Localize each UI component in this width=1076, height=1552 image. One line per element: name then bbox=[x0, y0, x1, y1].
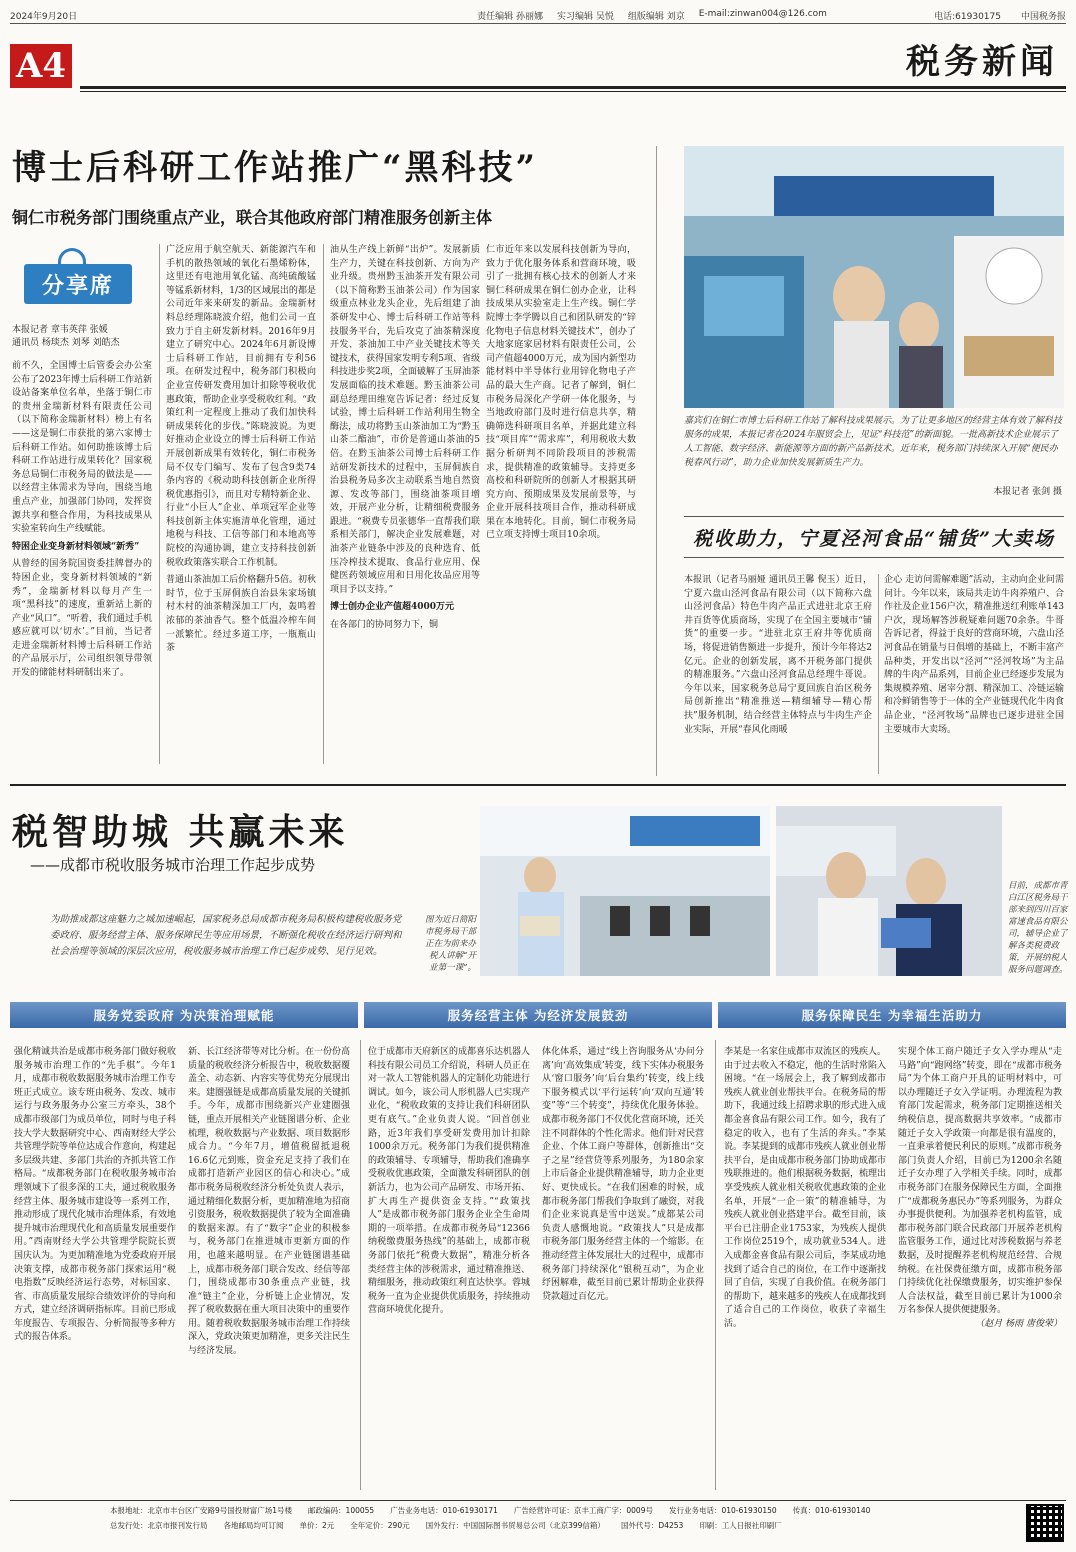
column-rule bbox=[878, 574, 879, 774]
band-heading-2: 服务经营主体 为经济发展鼓劲 bbox=[364, 1002, 712, 1028]
headline-2-box bbox=[684, 516, 1064, 558]
story1-column-4 bbox=[486, 244, 636, 764]
officer-photo bbox=[776, 806, 1002, 976]
section-divider bbox=[10, 784, 1066, 786]
byline: 本报记者 章韦英萍 张媛 通讯员 杨琰杰 刘琴 刘皓杰 bbox=[12, 325, 120, 348]
section-title: 税务新闻 bbox=[906, 42, 1058, 82]
story2-column-5 bbox=[724, 1046, 886, 1486]
section-heading: 特困企业变身新材料领域“新秀” bbox=[12, 541, 140, 552]
divider bbox=[80, 91, 1066, 92]
story2-column-2 bbox=[188, 1046, 350, 1486]
paragraph: 从曾经的国务院国资委挂牌督办的特困企业，变身新材料领域的“新秀”，金瑞新材料以每月产生一项“黑科技”的速度，重新站上新的产业“风口”。“听着，我们通过手机感应就可以‘切水’。”目前，当记者走进金瑞新材料博士后科研工作站的产品展示厅，公司组织领导带领开发的储能材料研制出来了。 bbox=[12, 559, 152, 679]
paragraph: 仁市近年来以发展科技创新为导向，致力于优化服务体系和营商环境，吸引了一批拥有核心技术的创新人才来铜仁科研成果在铜仁创办企业，让科技成果从实验室走上生产线。铜仁学院博士李学腾以自己和团队研发的“锌化物电子信息材料关键技术”，创办了大地家庭家居材料有限责任公司，公司产值超4000万元，成为国内新型功能材料中半导体行业用锌化物电子产品的最大生产商。记者了解到，铜仁市税务局深化产学研一体化服务，与当地政府部门及时进行信息共享，精确筛选科研项目名单，并据此建立科技“项目库”“需求库”，利用税收大数据分析研判不同阶段项目的涉税需求，提供精准的政策辅导。支持更多高校和科研院所的创新人才根据其研究方向、预期成果及发展前景等，与企业开展科技项目合作，推动科研成果在本地转化。目前，铜仁市税务局已立项支持博士项目10余项。 bbox=[486, 245, 636, 541]
officer-illustration bbox=[776, 806, 1002, 976]
headline-3: 税智助城 共赢未来 bbox=[12, 812, 349, 853]
section-heading: 博士创办企业产值超4000万元 bbox=[330, 602, 455, 613]
column-rule bbox=[323, 244, 324, 764]
footer-item: 单价：2元 bbox=[299, 1521, 335, 1530]
story1-column-2 bbox=[166, 244, 316, 764]
issue-date: 2024年9月20日 bbox=[10, 12, 78, 22]
paragraph: 体化体系，通过“线上咨询服务从‘办问分离’向‘高效集成’转变，线下实体办税服务从‘窗口服务’向‘后台集约’转变，线上线下服务模式以‘平行运转’向‘双向互通’转变”等“三个转变”，持续优化服务体验。成都市税务部门不仅优化营商环境，还关注不同群体的个性化需求。他们针对民营企业、个体工商户等群体，创新推出“交子之星”经营贷等系列服务，为180余家上市后备企业提供精准辅导，助力企业更好、更快成长。“在我们困难的时候，成都市税务部门帮我们争取到了融资，对我们企业来说真是雪中送炭。”成都某公司负责人感慨地说。“政策找人”只是成都市税务部门服务经营主体的一个缩影。在推动经营主体发展壮大的过程中，成都市税务部门持续深化“银税互动”，为企业纾困解难，截至目前已累计帮助企业获得贷款超过百亿元。 bbox=[542, 1047, 704, 1302]
column-rule bbox=[360, 1040, 361, 1490]
paragraph: 李某是一名家住成都市双流区的残疾人。由于过去收入不稳定，他的生活时常陷入困境。“在一场展会上，我了解到成都市残疾人就业创业帮扶平台。在税务局的帮助下，我通过线上招聘求职的形式进入成都金喜食品有限公司工作。如今，我有了稳定的收入，也有了生活的奔头。”李某说。李某提到的成都市残疾人就业创业帮扶平台，是由成都市税务部门协助成都市残联推进的。他们根据税务数据，梳理出享受残疾人就业相关税收优惠政策的企业名单，开展“一企一策”的精准辅导，为残疾人就业创业搭建平台。截至目前，该平台已注册企业1753家，为残疾人提供工作岗位2519个，成功就业534人。进入成都金喜食品有限公司后，李某成功地找到了适合自己的岗位，在工作中逐渐找回了自信，实现了自我价值。在税务部门的帮助下，越来越多的残疾人在成都找到了适合自己的工作岗位，收获了幸福生活。 bbox=[724, 1047, 886, 1329]
paragraph: 油从生产线上新鲜“出炉”。发展新质生产力，关键在科技创新、方向为产业升级。贵州黔玉油茶开发有限公司（以下简称黔玉油茶公司）作为国家级重点林业龙头企业，先后组建了油茶研发中心、博士后科研工作站等科技服务平台，先后攻克了油茶精深度开发、茶油加工中产业关键技术等关键技术，获得国家发明专利5项、省级科技进步奖2项，全面破解了玉屏油茶发展面临的技术难题。黔玉油茶公司副总经理田维宽告诉记者：经过反复试验，博士后科研工作站利用生物全酶法，成功将黔玉山茶油加工为“黔玉山茶二酯油”，市价是普通山茶油的5倍。在黔玉油茶公司博士后科研工作站研发新技术的过程中，玉屏侗族自治县税务局多次主动联系当地自然资源、发改等部门，围绕油茶项目增效，开展产业分析，让精细税费服务跟进。“税费专员张德华一直帮我们联系相关部门，解决企业发展难题，对油茶产业链条中涉及的良种选育、低压冷榨技术提取、食品行业应用、保健医药领域应用和日用化妆品应用等项目予以支持。” bbox=[330, 245, 480, 595]
divider bbox=[80, 86, 1066, 89]
footer bbox=[10, 1500, 1066, 1544]
headline-1: 博士后科研工作站推广“黑科技” bbox=[12, 148, 539, 188]
photo-credit: 本报记者 张剑 摄 bbox=[993, 487, 1062, 497]
footer-item: 本报地址：北京市丰台区广安路9号国投财富广场1号楼 bbox=[110, 1506, 293, 1515]
paragraph: 实现个体工商户随迁子女入学办理从“走马路”向“跑网络”转变，即在“成都市税务局”为个体工商户开具的证明材料中，可以办理随迁子女入学证明。办理流程为教育部门发起需求，税务部门定期推送相关纳税信息，提高数据共享效率。“成都市随迁子女入学政策一向都是很有温度的，一直秉承着便民利民的原则。”成都市税务部门负责人介绍，目前已为1200余名随迁子女办理了入学相关手续。同时，成都市税务部门在服务保障民生方面，全面推广“成都税务惠民办”等系列服务，为群众办事提供便利。为加强养老机构监管，成都市税务部门联合民政部门开展养老机构监管服务工作，通过比对涉税数据与养老数据，及时提醒养老机构规范经营、合规纳税。在社保费征缴方面，成都市税务部门持续优化社保缴费服务，切实维护参保人合法权益，截至目前已累计为1000余万名参保人提供便捷服务。 bbox=[898, 1047, 1062, 1316]
column-rule bbox=[715, 1040, 716, 1490]
footer-item: 发行业务电话：010-61930150 bbox=[668, 1506, 777, 1515]
expo-photo bbox=[684, 146, 1064, 408]
footer-item: 广告经营许可证：京丰工商广字：0009号 bbox=[513, 1506, 653, 1515]
phone: 电话:61930175 bbox=[934, 12, 1001, 22]
band-heading-1: 服务党委政府 为决策治理赋能 bbox=[10, 1002, 358, 1028]
page-number: A4 bbox=[10, 44, 72, 88]
column-rule bbox=[159, 244, 160, 764]
expo-photo-illustration bbox=[684, 146, 1064, 408]
qr-code-icon bbox=[1026, 1504, 1064, 1542]
tax-hall-illustration bbox=[480, 806, 770, 976]
footer-item: 广告业务电话：010-61930171 bbox=[390, 1506, 498, 1515]
column-tag-label: 分享席 bbox=[24, 264, 132, 304]
footer-item: 邮政编码：100055 bbox=[308, 1506, 375, 1515]
ningxia-column-2 bbox=[884, 574, 1064, 774]
footer-item: 总发行处：北京市报刊发行局 bbox=[110, 1521, 208, 1530]
subheadline-1: 铜仁市税务部门围绕重点产业，联合其他政府部门精准服务创新主体 bbox=[12, 208, 493, 227]
footer-item: 国外代号：D4253 bbox=[620, 1521, 684, 1530]
footer-row-2 bbox=[10, 1520, 1066, 1531]
footer-item: 全年定价：290元 bbox=[350, 1521, 410, 1530]
footer-item: 印刷：工人日报社印刷厂 bbox=[699, 1521, 782, 1530]
editor-2: 实习编辑 吴悦 bbox=[556, 12, 614, 22]
story1-column-3 bbox=[330, 244, 480, 764]
footer-row-1 bbox=[10, 1505, 1066, 1516]
story1-column-1 bbox=[12, 360, 152, 760]
subheadline-3: ——成都市税收服务城市治理工作起步成势 bbox=[30, 856, 316, 874]
band-heading-3: 服务保障民生 为幸福生活助力 bbox=[718, 1002, 1066, 1028]
editor-1: 责任编辑 孙丽娜 bbox=[477, 12, 543, 22]
story2-column-1 bbox=[14, 1046, 176, 1486]
paragraph: 强化精诚共治是成都市税务部门做好税收服务城市治理工作的“先手棋”。今年1月，成都市税收数据服务城市治理工作专班正式成立。该专班由税务、发改、城市运行与政务服务办公室三方牵头，38个成都市级部门为成员单位，同时与电子科技大学大数据研究中心、西南财经大学公共管理学院等单位达成合作意向，构建起多层级共建、多部门共治的齐抓共管工作格局。“成都税务部门在税收服务城市治理领域下了很多深的工夫，通过税收服务经营主体、服务城市建设等一系列工作，推动形成了现代化城市治理体系，有效地提升城市治理现代化和高质量发展重要作用。”西南财经大学公共管理学院院长贾国庆认为。为更加精准地为党委政府开展决策支撑，成都市税务部门探索运用“税电指数”反映经济运行态势，对标国家、省、市高质量发展综合绩效评价的导向和方式，建立经济调研指标库。目前已形成年度报告、专项报告、分析简报等多种方式的报告体系。 bbox=[14, 1047, 176, 1343]
paragraph: 位于成都市天府新区的成都喜乐达机器人科技有限公司员工介绍说，科研人员正在对一款人工智能机器人的定制化功能进行调试。如今，该公司人形机器人已实现产业化，“税收政策的支持让我们科研团队更有底气。”企业负责人说。“回首创业路，近3年我们享受研发费用加计扣除1000余万元。税务部门为我们提供精准的政策辅导、专项辅导，帮助我们准确享受税收优惠政策，全面激发科研团队的创新活力，也为公司产品研发、市场开拓、扩大再生产提供资金支持。”“政策找人”是成都市税务部门服务企业全生命周期的一项举措。在成都市税务局“12366纳税缴费服务热线”的基础上，成都市税务部门依托“税费大数据”，精准分析各类经营主体的涉税需求，通过精准推送、精细服务，推动政策红利直达快享。蓉城税务一直为企业提供优质服务，持续推动营商环境优化提升。 bbox=[368, 1047, 530, 1316]
paragraph: 广泛应用于航空航天、新能源汽车和手机的散热领域的氧化石墨烯粉体，这里还有电池用氧化锰、高纯硫酸锰等锰系新材料，1/3的区域展出的都是公司近年来来研发的新品。金瑞新材料总经理陈晓波介绍，他们公司一直致力于自主研发新材料。2016年9月建立了研究中心。2024年6月新设博士后科研工作站，目前拥有专利56项。在研发过程中，税务部门积极向企业宣传研发费用加计扣除等税收优惠政策，帮助企业享受税收红利。“政策红利一定程度上推动了我们加快科研成果转化的步伐。”陈晓波说。为更好推动企业设立的博士后科研工作站开展创新成果有效转化，铜仁市税务局不仅专门编写、发布了包含9类74条内容的《税动助科技创新企业所得税优惠指引》，而且对专精特新企业、行业“小巨人”企业、单项冠军企业等科技创新主体实施清单化管理，通过地税与科技、工信等部门和本地高等院校的沟通协调，建立支持科技创新税收政策落实联合工作机制。 bbox=[166, 245, 316, 568]
masthead-right bbox=[934, 9, 1066, 22]
paragraph: 普通山茶油加工后价格翻升5倍。初秋时节，位于玉屏侗族自治县朱家场镇村木村的油茶精深加工厂内，轰鸣着浓郁的茶油香气。整个低温冷榨车间一派繁忙。经过多道工序，一瓶瓶山茶 bbox=[166, 575, 316, 654]
paragraph: 新、长江经济带等对比分析。在一份份高质量的税收经济分析报告中，税收数据覆盖全、动态新、内容实等优势充分展现出来。建圈强链是成都高质量发展的关键抓手。今年，成都市围绕新兴产业建圈强链，重点开展相关产业链图谱分析、企业梳理，税收数据与产业数据、项目数据形成合力。“今年7月，增值税留抵退税16.6亿元到账，资金充足支持了我们在成都打造新产业园区的信心和决心。”成都市税务局税收经济分析处负责人表示，通过精细化数据分析，更加精准地为招商引资服务，税收数据提供了较为全面准确的数据来源。有了“数字”企业的积极参与，税务部门在推进城市更新方面的作用，也越来越明显。在产业链图谱基础上，成都市税务部门联合发改、经信等部门，围绕成都市30条重点产业链，找准“链主”企业，分析链上企业情况，发挥了税收数据在重大项目决策中的重要作用。随着税收数据服务城市治理工作持续深入，党政决策更加精准，更多关注民生与经济发展。 bbox=[188, 1047, 350, 1357]
story2-column-4 bbox=[542, 1046, 704, 1486]
photo-caption: 嘉宾们在铜仁市博士后科研工作站了解科技成果展示。为了让更多地区的经营主体有效了解科技服务的成果，本报记者在2024年服贸会上，见证“科技范”的新面貌。一批高新技术企业展示了人工智能、数字经济、新能源等方面的新产品新技术。近年来，税务部门持续深入开展“便民办税春风行动”，助力企业加快发展新质生产力。 bbox=[684, 416, 1063, 468]
masthead-bar bbox=[10, 8, 1066, 24]
story2-column-3 bbox=[368, 1046, 530, 1486]
paragraph: 在各部门的协同努力下，铜 bbox=[330, 620, 439, 631]
story2-column-6 bbox=[898, 1046, 1062, 1486]
photo-caption-left: 图为近日简阳市税务局干部正在为前来办税人讲解“开业第一课”。 bbox=[424, 915, 476, 973]
paragraph: 本报讯（记者马丽娅 通讯员王馨 倪玉）近日，宁夏六盘山泾河食品有限公司（以下简称六盘山泾河食品）特色牛肉产品正式进驻北京王府井百货等优质商场，实现了在全国主要城市“铺货”的重要一步。“进驻北京王府井等优质商场，将促进销售额进一步提升，预计今年将达2亿元。企业的创新发展，离不开税务部门提供的精准服务。”六盘山泾河食品总经理牛哥说。今年以来，国家税务总局宁夏回族自治区税务局创新推出“精准推送—精细辅导—精心帮扶”服务机制，结合经营主体特点与牛肉生产企业实际，开展“春风化雨暖 bbox=[684, 575, 872, 735]
footer-item: 国外发行：中国国际图书贸易总公司（北京399信箱） bbox=[425, 1521, 605, 1530]
headline-2: 税收助力，宁夏泾河食品“铺货”大卖场 bbox=[693, 527, 1055, 550]
photo-caption-right: 目前，成都市青白江区税务局干部来到四川百家富速食品有限公司，辅导企业了解各类税费政策，开展纳税人服务问题调查。 bbox=[1008, 881, 1068, 975]
column-tag bbox=[18, 248, 138, 312]
paragraph: 前不久，全国博士后管委会办公室公布了2023年博士后科研工作站新设站备案单位名单，坐落于铜仁市的贵州金瑞新材料有限责任公司（以下简称金瑞新材料）榜上有名——这是铜仁市获批的第六家博士后科研工作站。如何助推该博士后科研工作站进行成果转化？国家税务总局铜仁市税务局的做法是——以经营主体需求为导向，围绕当地重点产业，加强部门协同，发挥资源共享和整合作用，为科技成果从实验室转向生产线赋能。 bbox=[12, 361, 152, 535]
footer-item: 各地邮局均可订阅 bbox=[223, 1521, 284, 1530]
paper-name: 中国税务报 bbox=[1020, 12, 1066, 22]
editor-email: E-mail:zinwan004@126.com bbox=[698, 9, 827, 19]
tax-hall-photo bbox=[480, 806, 770, 976]
paragraph: 企心 走访问需解难题”活动，主动向企业问需问计。今年以来，该局共走访牛肉养殖户、合作社及企业156户次，精准推送红利账单143户次，现场解答涉税疑难问题70余条。牛哥告诉记者，得益于良好的营商环境，六盘山泾河食品在销量与日俱增的基础上，不断丰富产品种类，开发出以“泾河”“泾河牧场”为主品牌的牛肉产品系列，目前企业已经逐步发展为集规模养殖、屠宰分割、精深加工、冷链运输和冷鲜销售等于一体的全产业链现代化牛肉食品企业，“泾河牧场”品牌也已逐步进驻全国主要城市大卖场。 bbox=[884, 575, 1064, 735]
lede: 为助推成都这座魅力之城加速崛起，国家税务总局成都市税务局积极构建税收服务党委政府、服务经营主体、服务保障民生等应用场景，不断强化税收在经济运行研判和社会治理等领域的深层次应用，税收服务城市治理工作已起步成势、见行见效。 bbox=[50, 914, 402, 957]
column-rule bbox=[656, 146, 657, 776]
footer-item: 传真：010-61930140 bbox=[792, 1506, 871, 1515]
ningxia-column-1 bbox=[684, 574, 872, 774]
editor-list bbox=[477, 9, 827, 22]
editor-3: 组版编辑 刘京 bbox=[627, 12, 685, 22]
author-signature: （赵月 杨雨 唐俊荣） bbox=[975, 1318, 1062, 1329]
